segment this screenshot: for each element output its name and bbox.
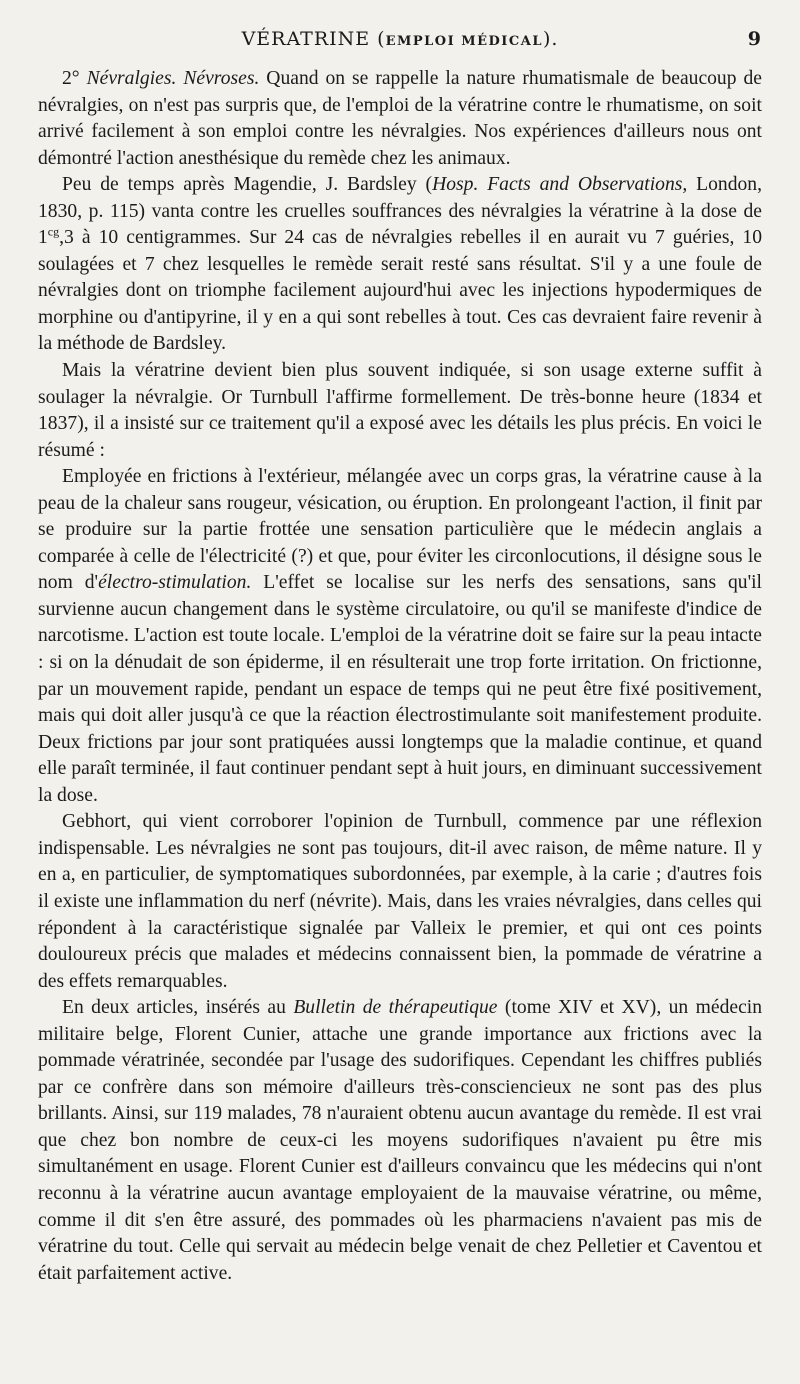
paragraph-text: L'effet se localise sur les nerfs des sensations, sans qu'il survienne aucun changement dans le système circulatoire, ou qu'il se manifeste d'indice de narcotisme. L'action est toute locale. L'emploi de la vératrine doit se faire sur la peau intacte : si on la dénudait de son épiderme, il en résulterait une trop forte irritation. On frictionne, par un mouvement rapide, pendant un espace de temps qui ne peut être fixé positivement, mais qui doit aller jusqu'à ce que la réaction électrostimulante soit manifestement produite. Deux frictions par jour sont pratiquées aussi longtemps que la maladie continue, et quand elle paraît terminée, il faut continuer pendant sept à huit jours, en diminuant successivement la dose. (38, 572, 762, 806)
paragraph-text: Mais la vératrine devient bien plus souvent indiquée, si son usage externe suffit à soulager la névralgie. Or Turnbull l'affirme formellement. De très-bonne heure (1834 et 1837), il a insisté sur ce traitement qu'il a exposé avec les détails les plus précis. En voici le résumé : (38, 360, 762, 461)
paragraph-text: Employée en frictions à l'extérieur, mélangée avec un corps gras, la vératrine cause à la peau de la chaleur sans rougeur, vésication, ou éruption. En prolongeant l'action, il finit par se produire sur la partie frottée une sensation particulière que le médecin anglais a comparée à celle de l'électricité (?) et que, pour éviter les circonlocutions, il désigne sous le nom d' (38, 466, 762, 594)
paragraph-4 (38, 464, 762, 809)
paragraph-lead: 2° (62, 68, 87, 89)
journal-title-italic: Bulletin de thérapeutique (293, 997, 498, 1019)
body-text (38, 66, 762, 1287)
paragraph-text: London, 1830, p. 115) vanta contre les cruelles souffrances des névralgies la vératrine à la dose de 1 (38, 174, 763, 249)
title-open-paren: ( (370, 28, 386, 50)
paragraph-2 (38, 172, 762, 358)
paragraph-text: Quand on se rappelle la nature rhumatismale de beaucoup de névralgies, on n'est pas surpris que, de l'emploi de la vératrine contre le rhumatisme, on soit arrivé facilement à son emploi contre les névralgies. Nos expériences d'ailleurs nous ont démontré l'action anesthésique du remède chez les animaux. (38, 68, 762, 169)
paragraph-text: Gebhort, qui vient corroborer l'opinion de Turnbull, commence par une réflexion indispensable. Les névralgies ne sont pas toujours, dit-il avec raison, de même nature. Il y en a, en particulier, de symptomatiques subordonnées, par exemple, à la carie ; d'autres fois il existe une inflammation du nerf (névrite). Mais, dans les vraies névralgies, dans celles qui répondent à la caractéristique signalée par Valleix le premier, et qui ont ces points douloureux précis que malades et médecins connaissent bien, la pommade de vératrine a des effets remarquables. (38, 811, 762, 992)
paragraph-text: En deux articles, insérés au (62, 997, 294, 1019)
title-close-paren: ). (542, 28, 559, 50)
unit-superscript: cg (47, 224, 60, 239)
running-title (38, 28, 762, 50)
document-page (0, 28, 800, 1384)
paragraph-text: (tome XIV et XV), un médecin militaire belge, Florent Cunier, attache une grande importance aux frictions avec la pommade vératrinée, secondée par l'usage des sudorifiques. Cependant les chiffres publiés par ce confrère dans son mémoire d'ailleurs très-consciencieux ne sont pas des plus brillants. Ainsi, sur 119 malades, 78 n'auraient obtenu aucun avantage du remède. Il est vrai que chez bon nombre de ceux-ci les moyens sudorifiques n'avaient pu être mis simultanément en usage. Florent Cunier est d'ailleurs convaincu que les médecins qui n'ont reconnu à la vératrine aucun avantage employaient de la mauvaise vératrine, ou même, comme il dit s'en être assuré, des pommades où les pharmaciens n'avaient pas mis de vératrine du tout. Celle qui servait au médecin belge venait de chez Pelletier et Caventou et était parfaitement active. (38, 997, 763, 1284)
paragraph-text: Peu de temps après Magendie, J. Bardsley ( (62, 174, 433, 196)
paragraph-text: ,3 à 10 centigrammes. Sur 24 cas de névralgies rebelles il en aurait vu 7 guéries, 10 soulagées et 7 chez lesquelles le remède serait resté sans résultat. S'il y a une foule de névralgies dont on triomphe facilement aujourd'hui avec les injections hypodermiques de morphine ou d'antipyrine, il y en a qui sont rebelles à tout. Ces cas devraient faire revenir à la méthode de Bardsley. (38, 227, 762, 355)
section-heading-italic: Névralgies. Névroses. (86, 68, 260, 89)
paragraph-1 (38, 66, 762, 172)
term-italic: électro-stimulation. (98, 572, 252, 594)
citation-italic: Hosp. Facts and Observations, (432, 174, 688, 196)
title-subtitle: EMPLOI MÉDICAL (385, 34, 543, 49)
running-header (38, 28, 762, 58)
paragraph-6 (38, 995, 762, 1287)
paragraph-5 (38, 809, 762, 995)
paragraph-3 (38, 358, 762, 464)
title-main: VÉRATRINE (241, 28, 371, 50)
page-number: 9 (747, 28, 762, 50)
